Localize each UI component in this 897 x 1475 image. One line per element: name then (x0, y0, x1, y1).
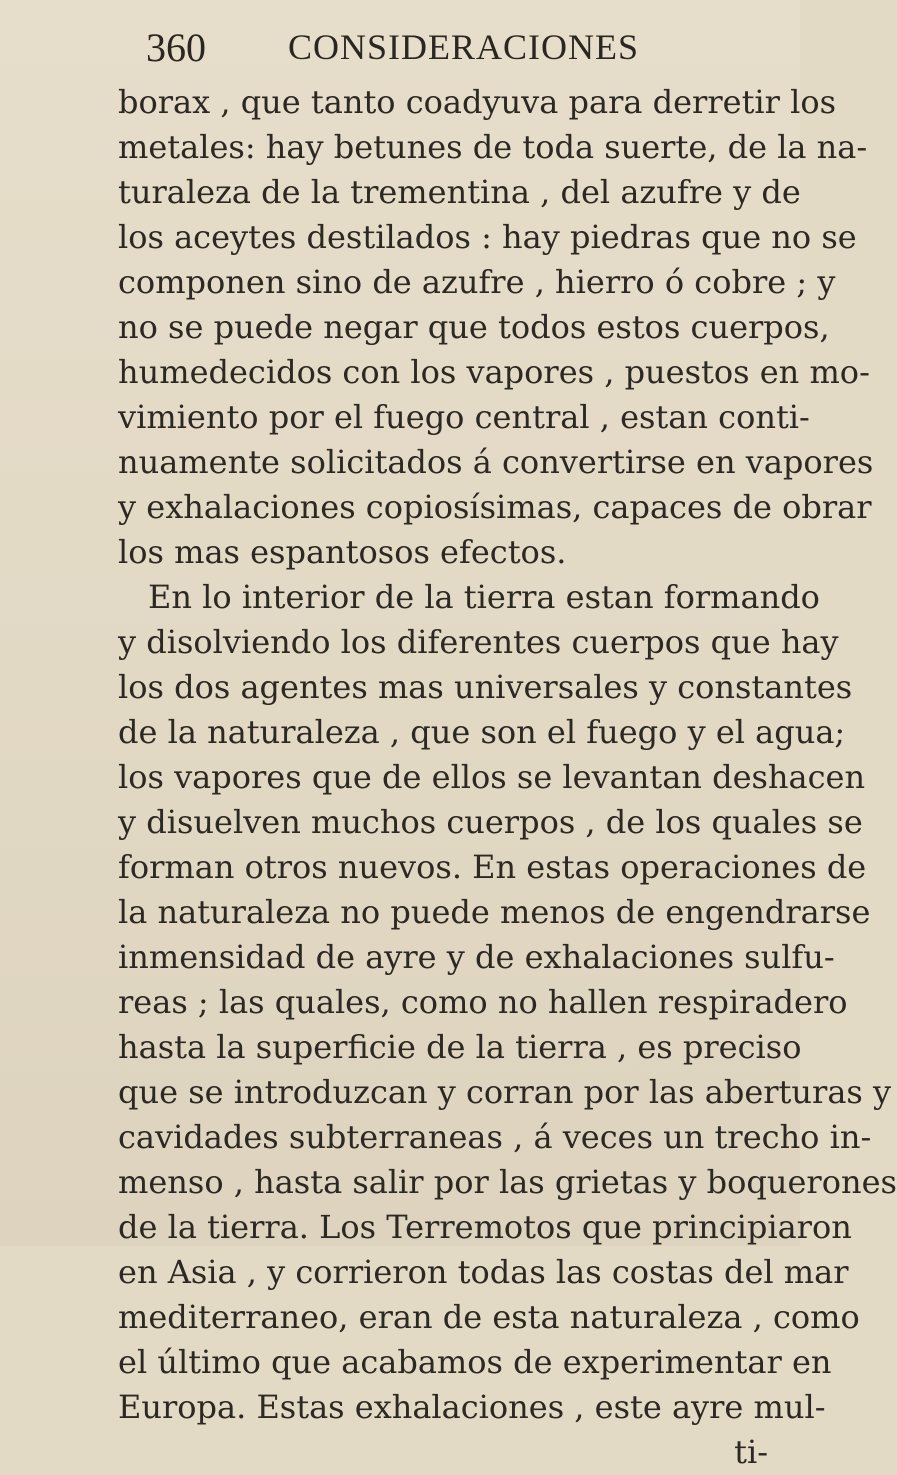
text-line: el último que acabamos de experimentar en (118, 1343, 832, 1381)
running-head: CONSIDERACIONES (288, 27, 640, 67)
text-line: no se puede negar que todos estos cuerpos, (118, 308, 830, 346)
page-number: 360 (146, 25, 206, 70)
text-line: menso , hasta salir por las grietas y boquerones (118, 1163, 897, 1201)
text-line-paragraph-end: los mas espantosos efectos. (118, 533, 567, 571)
text-line: hasta la superficie de la tierra , es preciso (118, 1028, 802, 1066)
text-line: de la naturaleza , que son el fuego y el agua; (118, 713, 846, 751)
text-line: los vapores que de ellos se levantan deshacen (118, 758, 866, 796)
text-line: y disolviendo los diferentes cuerpos que hay (118, 623, 839, 661)
text-line: en Asia , y corrieron todas las costas del mar (118, 1253, 849, 1291)
page-header (0, 18, 800, 78)
text-line: y disuelven muchos cuerpos , de los quales se (118, 803, 863, 841)
text-line: de la tierra. Los Terremotos que principiaron (118, 1208, 852, 1246)
text-line: inmensidad de ayre y de exhalaciones sulfu- (118, 938, 835, 976)
catchword: ti- (734, 1433, 768, 1471)
text-line: los aceytes destilados : hay piedras que no se (118, 218, 857, 256)
text-line: metales: hay betunes de toda suerte, de la na- (118, 128, 868, 166)
text-line: forman otros nuevos. En estas operaciones de (118, 848, 867, 886)
text-line: que se introduzcan y corran por las aberturas y (118, 1073, 892, 1111)
text-line: la naturaleza no puede menos de engendrarse (118, 893, 871, 931)
text-line: reas ; las quales, como no hallen respiradero (118, 983, 848, 1021)
text-line: cavidades subterraneas , á veces un trecho in- (118, 1118, 872, 1156)
text-line: nuamente solicitados á convertirse en vapores (118, 443, 874, 481)
text-line: los dos agentes mas universales y constantes (118, 668, 853, 706)
body-text (118, 80, 897, 1475)
text-line: y exhalaciones copiosísimas, capaces de obrar (118, 488, 872, 526)
text-line: componen sino de azufre , hierro ó cobre ; y (118, 263, 836, 301)
text-line: borax , que tanto coadyuva para derretir los (118, 83, 837, 121)
text-line: humedecidos con los vapores , puestos en mo- (118, 353, 870, 391)
text-line: vimiento por el fuego central , estan conti- (118, 398, 810, 436)
text-line: mediterraneo, eran de esta naturaleza , como (118, 1298, 860, 1336)
text-line-paragraph-start: En lo interior de la tierra estan formando (148, 578, 820, 616)
text-line: Europa. Estas exhalaciones , este ayre mul- (118, 1388, 826, 1426)
text-line: turaleza de la trementina , del azufre y de (118, 173, 801, 211)
